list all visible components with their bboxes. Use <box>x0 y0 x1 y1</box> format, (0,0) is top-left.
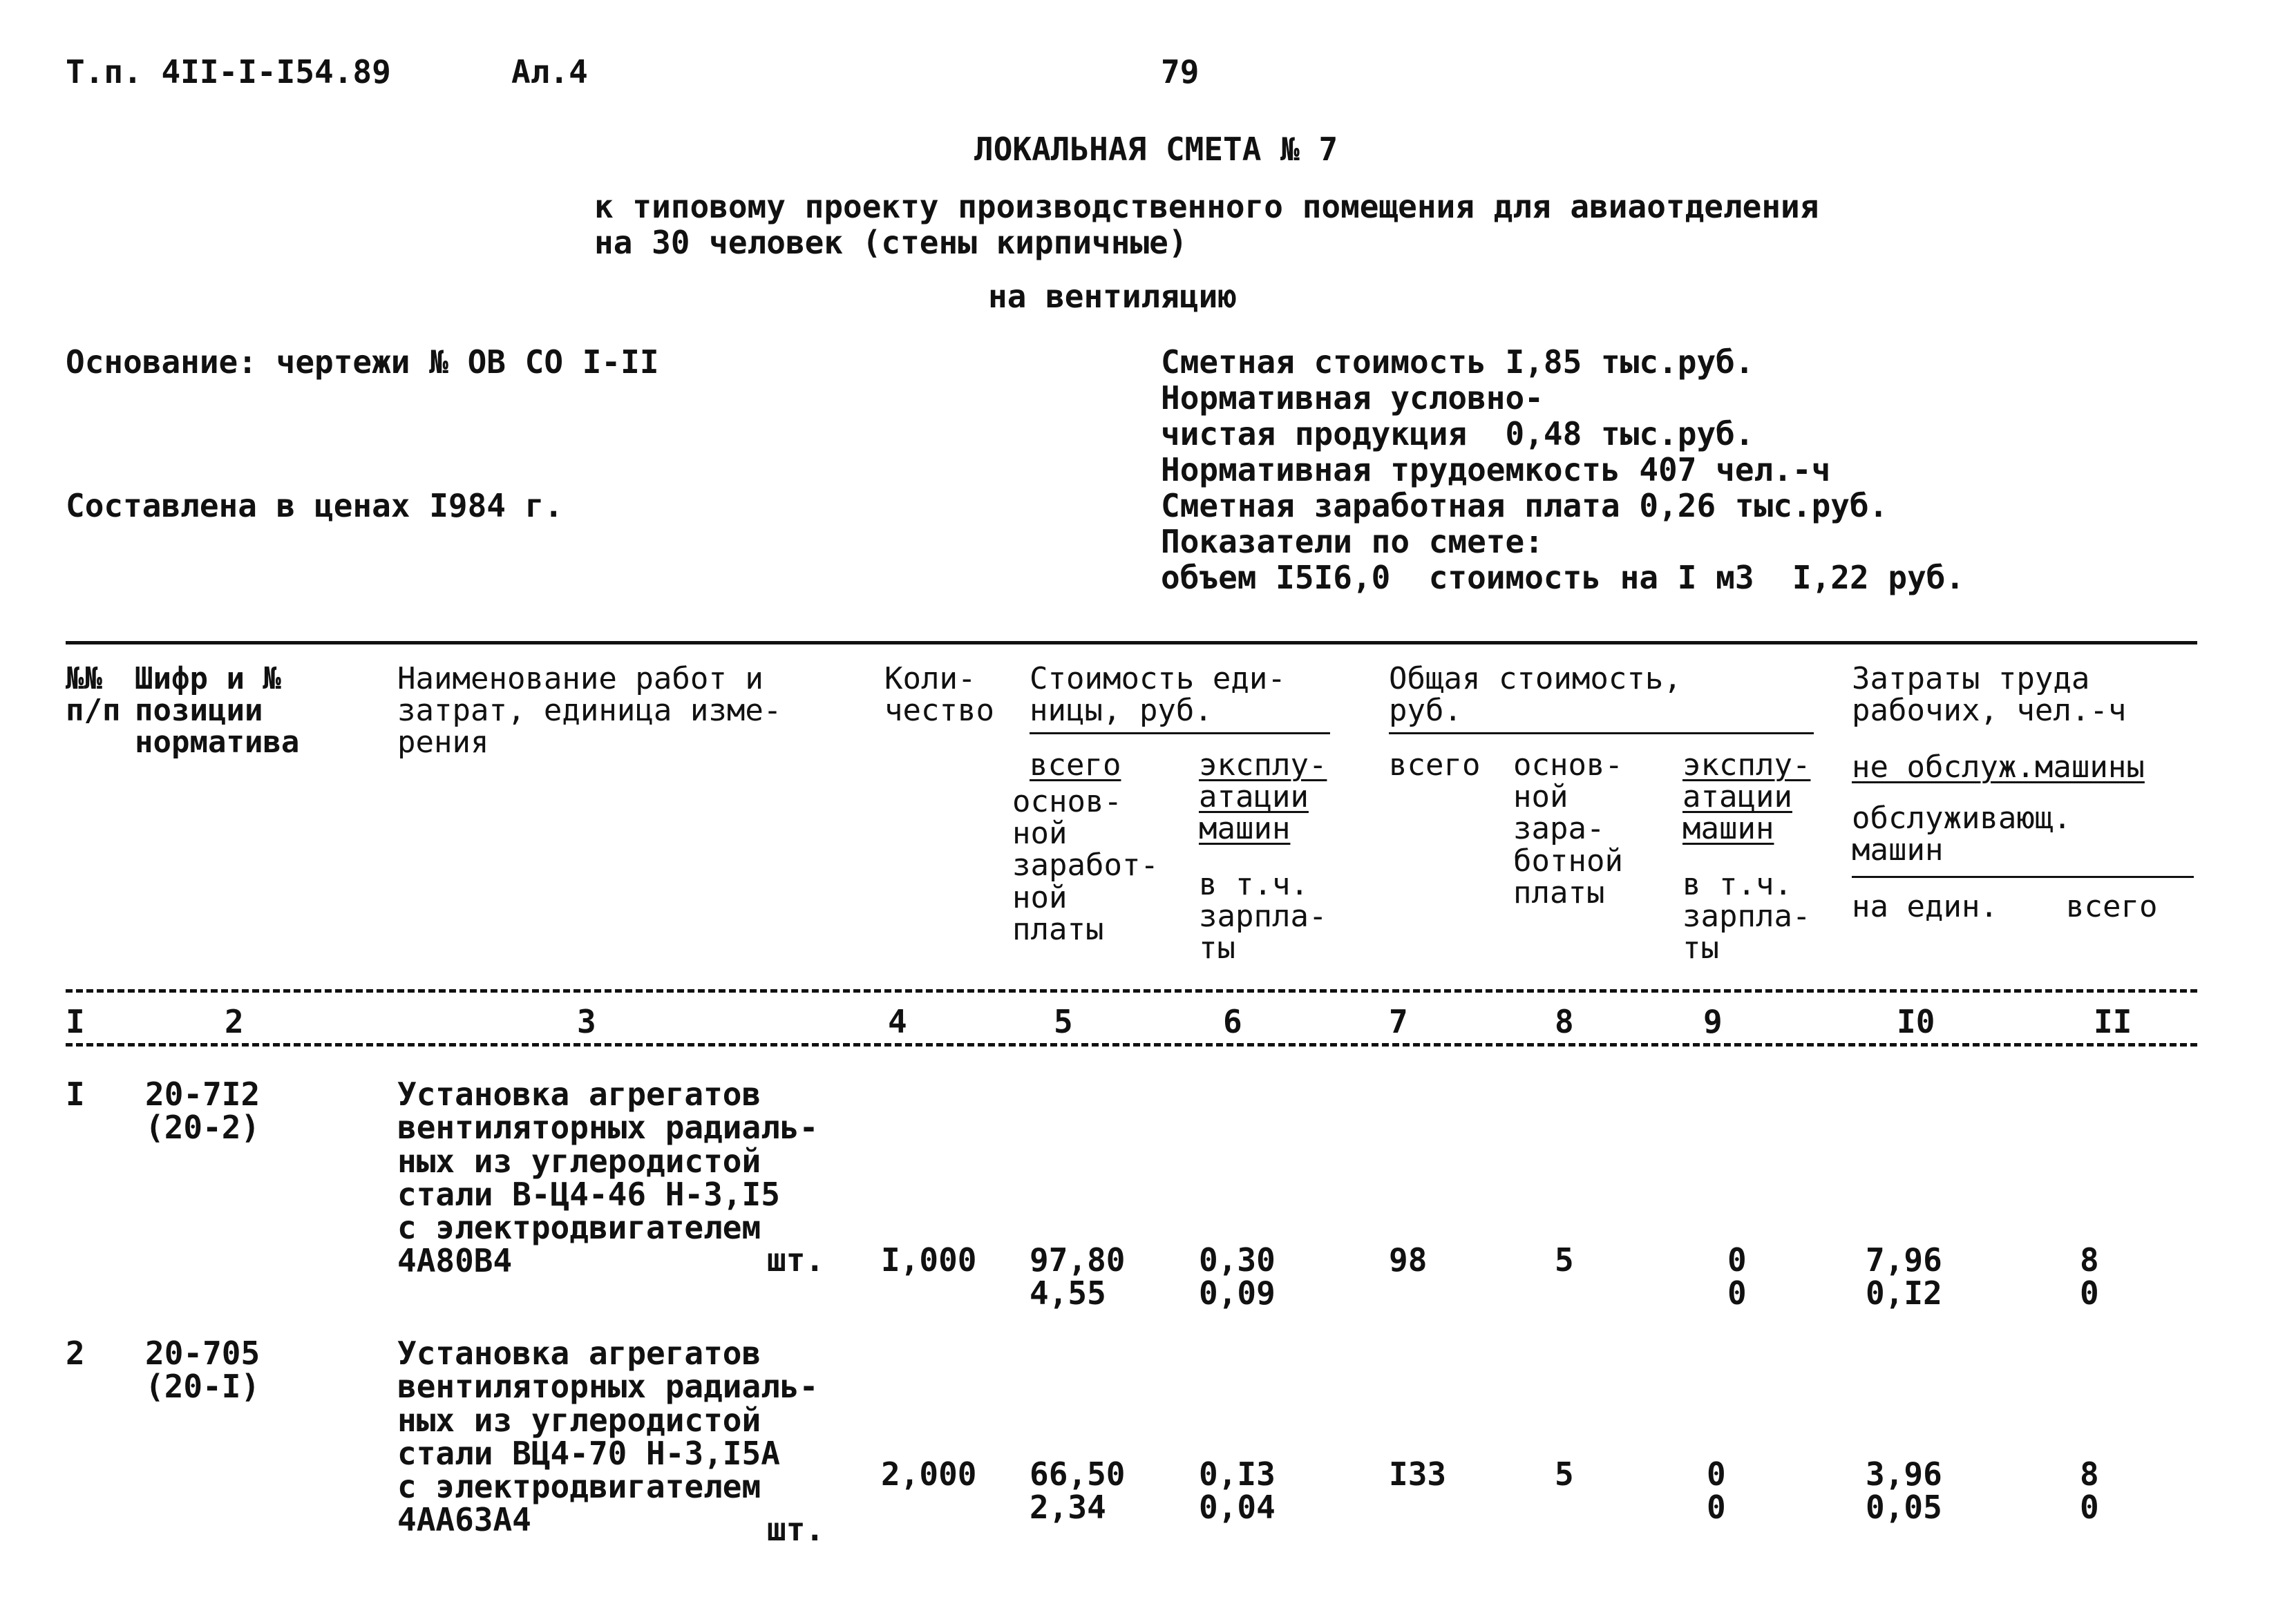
estimate-title: ЛОКАЛЬНАЯ СМЕТА № 7 <box>974 131 1338 168</box>
summary-line: Сметная заработная плата 0,26 тыс.руб. <box>1161 487 1888 524</box>
row-unit-cost-machines: 0,30 0,09 <box>1199 1241 1276 1312</box>
row-total-machines: 0 0 <box>1707 1455 1726 1527</box>
header-c8-wage: основ- ной зара- ботной платы <box>1513 747 1623 910</box>
header-name: Наименование работ и затрат, единица изме- рения <box>397 661 782 761</box>
doc-code: Т.п. 4II-I-I54.89 <box>66 53 391 90</box>
col-number: 6 <box>1223 1003 1242 1040</box>
col-number: 9 <box>1703 1003 1723 1040</box>
summary-line: Показатели по смете: <box>1161 523 1544 560</box>
col-number: 3 <box>577 1003 596 1040</box>
row-labor-total: 8 0 <box>2080 1455 2099 1527</box>
header-c5-total: всего <box>1030 747 1121 783</box>
header-c9-wage: в т.ч. зарпла- ты <box>1682 867 1811 966</box>
col-number: 7 <box>1389 1003 1408 1040</box>
row-unit-cost-total: 66,50 2,34 <box>1030 1455 1126 1527</box>
table-top-rule <box>66 641 2197 644</box>
col-number: I <box>66 1003 85 1040</box>
subtitle-line1: к типовому проекту производственного помещения для авиаотделения <box>594 188 1819 225</box>
row-code: 20-7I2 (20-2) <box>145 1076 260 1147</box>
row-total-wage: 5 <box>1555 1455 1574 1493</box>
col-number: 2 <box>225 1003 244 1040</box>
header-c5-wage: основ- ной заработ- ной платы <box>1012 784 1159 947</box>
row-labor-per-unit: 3,96 0,05 <box>1866 1455 1942 1527</box>
summary-line: Нормативная трудоемкость 407 чел.-ч <box>1161 451 1831 488</box>
header-unit-cost: Стоимость еди- ницы, руб. <box>1030 661 1286 729</box>
header-c6-machines: эксплу- атации машин <box>1199 747 1327 847</box>
prices-text: Составлена в ценах I984 г. <box>66 487 564 524</box>
row-name: Установка агрегатов вентиляторных радиаль- ных из углеродистой стали ВЦ4-70 Н-3,I5А с электродвигателем 4АА63А4 <box>397 1335 819 1539</box>
header-code: Шифр и № позиции норматива <box>135 661 300 761</box>
subtitle-line2: на 30 человек (стены кирпичные) <box>594 224 1188 261</box>
col-number: I0 <box>1897 1003 1935 1040</box>
header-qty: Коли- чество <box>884 661 994 729</box>
summary-line: Нормативная условно- <box>1161 379 1544 417</box>
header-c10-not-serving: не обслуж.машины <box>1852 749 2145 785</box>
row-total-wage: 5 <box>1555 1241 1574 1279</box>
column-numbers-top-rule <box>66 989 2197 993</box>
subtitle-line3: на вентиляцию <box>988 278 1238 315</box>
header-divider <box>1389 732 1814 734</box>
album-label: Ал.4 <box>511 53 588 90</box>
row-labor-per-unit: 7,96 0,I2 <box>1866 1241 1942 1312</box>
header-c11-total: всего <box>2066 889 2158 924</box>
header-total-cost: Общая стоимость, руб. <box>1389 661 1682 729</box>
row-qty: I,000 <box>881 1241 977 1279</box>
header-divider <box>1852 876 2194 878</box>
row-number: I <box>66 1076 85 1113</box>
header-c7-total: всего <box>1389 747 1481 783</box>
page-number: 79 <box>1161 53 1200 90</box>
row-total-cost: I33 <box>1389 1455 1447 1493</box>
row-code: 20-705 (20-I) <box>145 1335 260 1406</box>
column-numbers-bottom-rule <box>66 1043 2197 1047</box>
basis-text: Основание: чертежи № ОВ СО I-II <box>66 343 659 381</box>
header-c10-per-unit: на един. <box>1852 889 1998 924</box>
row-unit-cost-machines: 0,I3 0,04 <box>1199 1455 1276 1527</box>
row-unit: шт. <box>767 1511 825 1548</box>
col-number: II <box>2094 1003 2132 1040</box>
col-number: 5 <box>1054 1003 1073 1040</box>
header-c9-machines: эксплу- атации машин <box>1682 747 1811 847</box>
row-unit: шт. <box>767 1241 825 1279</box>
row-unit-cost-total: 97,80 4,55 <box>1030 1241 1126 1312</box>
col-number: 8 <box>1555 1003 1574 1040</box>
header-num: №№ п/п <box>66 661 121 729</box>
row-qty: 2,000 <box>881 1455 977 1493</box>
header-labor: Затраты труда рабочих, чел.-ч <box>1852 661 2127 729</box>
header-divider <box>1030 732 1330 734</box>
header-c6-wage: в т.ч. зарпла- ты <box>1199 867 1327 966</box>
col-number: 4 <box>888 1003 907 1040</box>
row-name: Установка агрегатов вентиляторных радиаль- ных из углеродистой стали В-Ц4-46 Н-3,I5 с электродвигателем 4А80В4 <box>397 1076 819 1280</box>
row-total-cost: 98 <box>1389 1241 1428 1279</box>
row-number: 2 <box>66 1335 85 1372</box>
row-labor-total: 8 0 <box>2080 1241 2099 1312</box>
summary-line: объем I5I6,0 стоимость на I м3 I,22 руб. <box>1161 559 1965 596</box>
summary-line: чистая продукция 0,48 тыс.руб. <box>1161 415 1754 452</box>
header-c10-serving: обслуживающ. машин <box>1852 801 2071 868</box>
summary-line: Сметная стоимость I,85 тыс.руб. <box>1161 343 1754 381</box>
row-total-machines: 0 0 <box>1727 1241 1747 1312</box>
